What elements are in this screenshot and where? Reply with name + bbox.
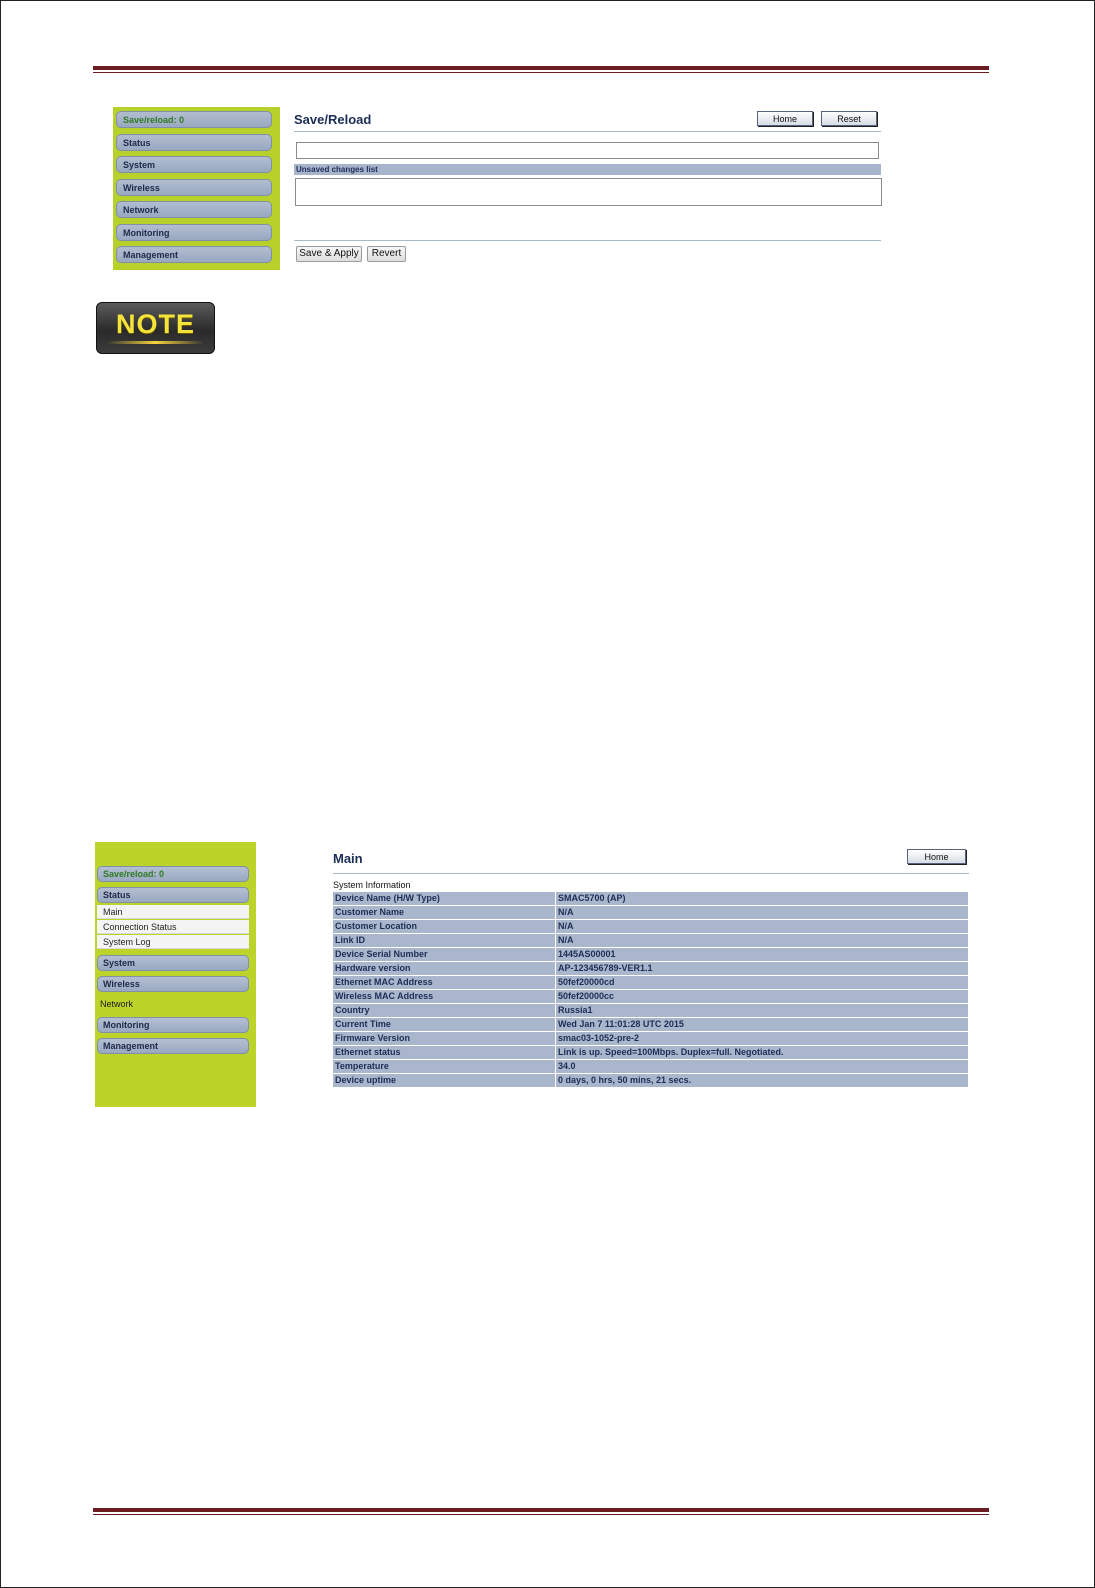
info-value: AP-123456789-VER1.1 [556,962,968,975]
sidebar-panel-main [95,842,256,1107]
table-row [333,1004,968,1017]
info-key: Customer Location [333,920,555,933]
info-value: 34.0 [556,1060,968,1073]
info-value: 0 days, 0 hrs, 50 mins, 21 secs. [556,1074,968,1087]
info-value: Russia1 [556,1004,968,1017]
sidebar-subitem-connection-status[interactable]: Connection Status [97,920,249,934]
revert-button[interactable]: Revert [367,246,406,262]
header-rule [93,66,989,70]
info-key: Country [333,1004,555,1017]
actions-divider [294,240,881,241]
sidebar-item-monitoring[interactable]: Monitoring [97,1017,249,1033]
home-button[interactable]: Home [757,111,813,126]
table-row [333,1032,968,1045]
table-row [333,976,968,989]
status-field [296,142,879,159]
info-key: Customer Name [333,906,555,919]
unsaved-changes-list [295,178,882,206]
system-info-table [332,891,969,1088]
table-row [333,1046,968,1059]
sidebar-item-system[interactable]: System [116,156,272,173]
footer-rule [93,1508,989,1512]
sidebar-item-save-reload[interactable]: Save/reload: 0 [116,111,272,128]
info-key: Temperature [333,1060,555,1073]
sidebar-item-network[interactable]: Network [100,999,134,1009]
sidebar-panel [113,107,280,270]
info-value: Link is up. Speed=100Mbps. Duplex=full. Negotiated. [556,1046,968,1059]
info-key: Device Name (H/W Type) [333,892,555,905]
info-value: 50fef20000cd [556,976,968,989]
table-row [333,1018,968,1031]
info-value: SMAC5700 (AP) [556,892,968,905]
info-value: 50fef20000cc [556,990,968,1003]
table-row [333,892,968,905]
sidebar-item-management[interactable]: Management [97,1038,249,1054]
sidebar-item-management[interactable]: Management [116,246,272,263]
info-key: Current Time [333,1018,555,1031]
info-key: Device Serial Number [333,948,555,961]
table-row [333,920,968,933]
info-key: Hardware version [333,962,555,975]
table-row [333,1060,968,1073]
sidebar-item-status[interactable]: Status [116,134,272,151]
sidebar-item-wireless[interactable]: Wireless [97,976,249,992]
table-row [333,906,968,919]
sidebar-item-save-reload[interactable]: Save/reload: 0 [97,866,249,882]
table-row [333,934,968,947]
sidebar-subitem-main[interactable]: Main [97,905,249,919]
table-row [333,962,968,975]
info-value: smac03-1052-pre-2 [556,1032,968,1045]
table-row [333,948,968,961]
save-apply-button[interactable]: Save & Apply [296,246,362,262]
info-key: Wireless MAC Address [333,990,555,1003]
sidebar-subitem-system-log[interactable]: System Log [97,935,249,949]
title-divider [294,131,881,132]
table-row [333,990,968,1003]
sidebar-item-monitoring[interactable]: Monitoring [116,224,272,241]
section-label: System Information [333,880,411,890]
reset-button[interactable]: Reset [821,111,877,126]
info-key: Ethernet status [333,1046,555,1059]
info-key: Device uptime [333,1074,555,1087]
note-glow [107,341,204,344]
note-badge [96,302,215,354]
table-crop-edge [330,1104,975,1112]
info-value: N/A [556,920,968,933]
home-button-main[interactable]: Home [907,849,966,864]
sidebar-item-network[interactable]: Network [116,201,272,218]
info-value: N/A [556,934,968,947]
sidebar-item-system[interactable]: System [97,955,249,971]
unsaved-changes-label: Unsaved changes list [294,164,881,175]
table-row [333,1074,968,1087]
info-key: Ethernet MAC Address [333,976,555,989]
page-title-main: Main [333,851,363,866]
main-title-divider [333,873,969,874]
info-value: Wed Jan 7 11:01:28 UTC 2015 [556,1018,968,1031]
info-key: Link ID [333,934,555,947]
info-key: Firmware Version [333,1032,555,1045]
sidebar-item-wireless[interactable]: Wireless [116,179,272,196]
sidebar-item-status[interactable]: Status [97,887,249,903]
page-title: Save/Reload [294,112,372,127]
info-value: N/A [556,906,968,919]
info-value: 1445AS00001 [556,948,968,961]
note-label: NOTE [115,309,195,339]
